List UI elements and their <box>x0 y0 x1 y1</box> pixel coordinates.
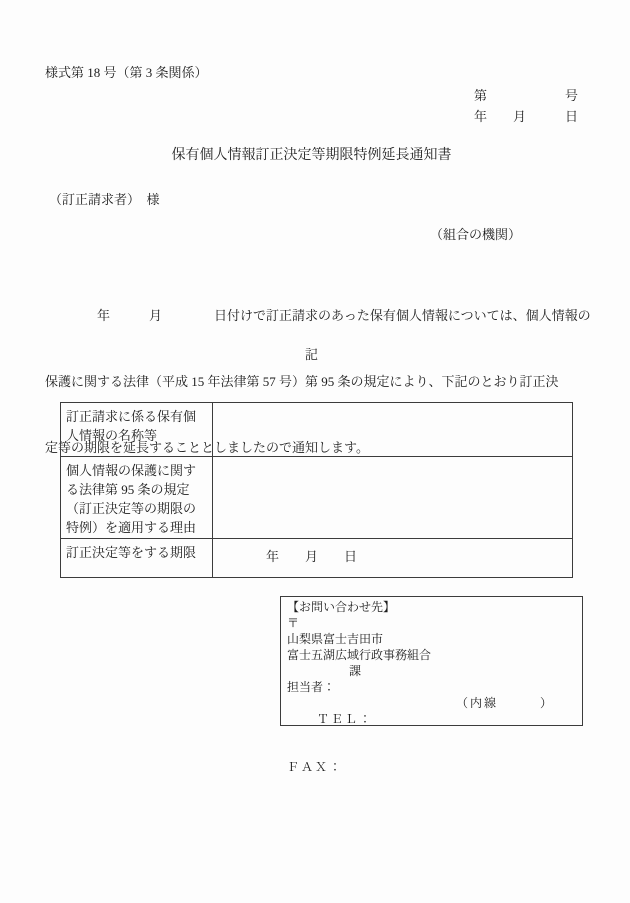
table-row-reason <box>61 457 573 539</box>
row-label-line: （訂正決定等の期限の <box>66 501 197 516</box>
row-label-line: 人情報の名称等 <box>66 428 158 443</box>
document-title: 保有個人情報訂正決定等期限特例延長通知書 <box>171 148 452 163</box>
contact-section: 課 <box>349 664 362 678</box>
date-line: 年 月 日 <box>473 109 578 124</box>
row-value-reason <box>213 457 573 539</box>
ki-heading: 記 <box>304 347 318 362</box>
contact-fax-label: ＦＡＸ： <box>287 760 344 774</box>
postal-mark: 〒 <box>287 616 300 630</box>
body-line-2: 保護に関する法律（平成 15 年法律第 57 号）第 95 条の規定により、下記のとおり訂正決 <box>45 374 559 389</box>
row-label-line: 訂正請求に係る保有個 <box>66 409 197 424</box>
contact-address-prefecture: 山梨県富士吉田市 <box>287 632 384 646</box>
row-label-name <box>61 403 213 457</box>
row-label-line: 訂正決定等をする期限 <box>66 545 197 560</box>
contact-staff-label: 担当者： <box>287 680 336 694</box>
row-label-line: 特例）を適用する理由 <box>66 520 197 535</box>
table-row-name <box>61 403 573 457</box>
row-value-deadline: 年 月 日 <box>213 539 573 578</box>
details-table <box>60 402 573 578</box>
form-number: 様式第 18 号（第 3 条関係） <box>45 65 208 80</box>
row-value-name <box>213 403 573 457</box>
document-number-line: 第 号 <box>473 88 578 103</box>
tel-extension: （内線 ） <box>456 696 555 710</box>
row-label-line: 個人情報の保護に関す <box>66 463 197 478</box>
contact-heading: 【お問い合わせ先】 <box>287 600 396 614</box>
row-label-line: る法律第 95 条の規定 <box>66 482 190 497</box>
contact-tel-line <box>287 695 576 759</box>
agency-line: （組合の機関） <box>430 227 522 242</box>
addressee-line: （訂正請求者） 様 <box>49 192 160 207</box>
row-label-deadline <box>61 539 213 578</box>
contact-box <box>280 596 583 774</box>
contact-organization: 富士五湖広域行政事務組合 <box>287 648 432 662</box>
body-line-3: 定等の期限を延長することとしましたので通知します。 <box>45 440 369 455</box>
table-row-deadline <box>61 539 573 578</box>
row-label-reason <box>61 457 213 539</box>
body-line-1: 年 月 日付けで訂正請求のあった保有個人情報については、個人情報の <box>45 308 591 323</box>
tel-label: ＴＥＬ： <box>317 712 374 726</box>
